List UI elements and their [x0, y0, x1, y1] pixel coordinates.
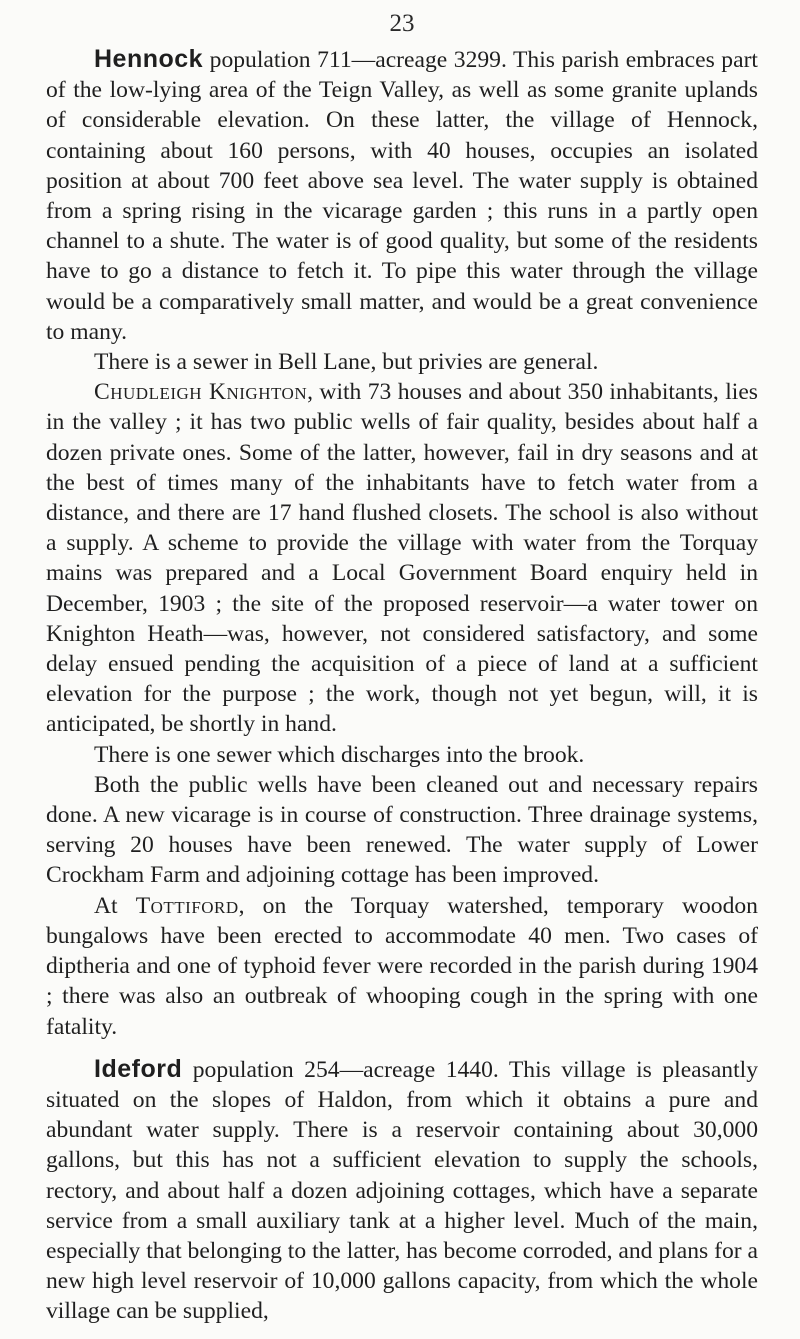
ideford-paragraph: [46, 1054, 758, 1327]
document-body: [46, 44, 758, 1327]
ideford-paragraph-text: population 254—acreage 1440. This village is pleasantly situated on the slopes of Haldon, from which it obtains a pure and abundant water supply. There is a reservoir containing about 30,000 gallons, but this has not a sufficient elevation to supply the schools, rectory, and about half a dozen adjoining cottages, which have a separate service from a small auxiliary tank at a higher level. Much of the main, especially that belonging to the latter, has become corroded, and plans for a new high level reservoir of 10,000 gallons capacity, from which the whole village can be supplied,: [46, 1056, 758, 1325]
hennock-heading: Hennock: [94, 45, 204, 73]
hennock-paragraph: [46, 44, 758, 347]
tottiford-name: Tottiford: [135, 892, 239, 919]
chudleigh-knighton-wells-paragraph: Both the public wells have been cleaned out and necessary repairs done. A new vicarage is in course of construction. Three drainage systems, serving 20 houses have been renewed. The water supply of Lower Crockham Farm and adjoining cottage has been improved.: [46, 771, 758, 889]
tottiford-paragraph: [46, 891, 758, 1042]
hennock-paragraph-text: population 711—acreage 3299. This parish embraces part of the low-lying area of the Teign Valley, as well as some granite uplands of considerable elevation. On these latter, the village of Hennock, containing about 160 persons, with 40 houses, occupies an isolated position at about 700 feet above sea level. The water supply is obtained from a spring rising in the vicarage garden ; this runs in a partly open channel to a shute. The water is of good quality, but some of the residents have to go a distance to fetch it. To pipe this water through the village would be a comparatively small matter, and would be a great convenience to many.: [46, 47, 758, 345]
chudleigh-knighton-paragraph: [46, 377, 758, 739]
hennock-sewer-paragraph: There is a sewer in Bell Lane, but privies are general.: [94, 349, 599, 376]
tottiford-lead: At: [94, 892, 136, 919]
chudleigh-knighton-sewer-paragraph: There is one sewer which discharges into the brook.: [94, 741, 585, 768]
section-gap: [46, 1042, 758, 1054]
page-number: 23: [389, 10, 415, 37]
chudleigh-knighton-name: Chudleigh Knighton: [94, 379, 308, 406]
tottiford-paragraph-text: , on the Torquay watershed, temporary woodon bungalows have been erected to accommodate 40 men. Two cases of diptheria and one of typhoid fever were recorded in the parish during 1904 ; there was also an outbreak of whooping cough in the spring with one fatality.: [46, 892, 758, 1040]
chudleigh-knighton-paragraph-text: , with 73 houses and about 350 inhabitants, lies in the valley ; it has two public wells of fair quality, besides about half a dozen private ones. Some of the latter, however, fail in dry seasons and at the best of times many of the inhabitants have to fetch water from a distance, and there are 17 hand flushed closets. The school is also without a supply. A scheme to provide the village with water from the Torquay mains was prepared and a Local Government Board enquiry held in December, 1903 ; the site of the proposed reservoir—a water tower on Knighton Heath—was, however, not considered satisfactory, and some delay ensued pending the acquisition of a piece of land at a sufficient elevation for the purpose ; the work, though not yet begun, will, it is anticipated, be shortly in hand.: [46, 379, 758, 738]
ideford-heading: Ideford: [94, 1054, 183, 1083]
